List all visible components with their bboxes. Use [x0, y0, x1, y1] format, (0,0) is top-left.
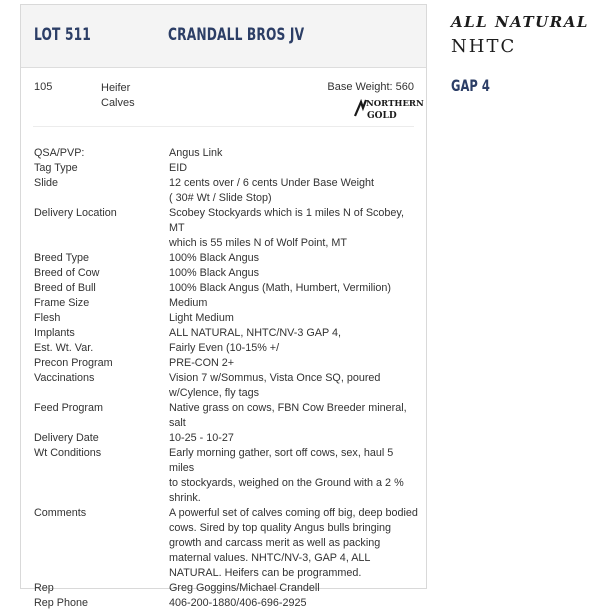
detail-value	[169, 401, 419, 431]
detail-row	[34, 371, 419, 401]
detail-value-line: 10-25 - 10-27	[169, 432, 234, 444]
detail-value-line: EID	[169, 162, 187, 174]
nhtc-heading: NHTC	[451, 36, 517, 57]
detail-value	[169, 161, 419, 176]
northern-gold-logo	[353, 96, 424, 121]
detail-row	[34, 401, 419, 431]
lot-summary	[21, 68, 426, 148]
detail-label: Flesh	[34, 312, 61, 324]
detail-label: Comments	[34, 507, 87, 519]
detail-value	[169, 341, 419, 356]
head-count: 105	[34, 81, 53, 93]
kind-line-2: Calves	[101, 97, 135, 109]
detail-value-line: 12 cents over / 6 cents Under Base Weight	[169, 177, 375, 189]
lot-header	[21, 5, 426, 68]
detail-row	[34, 581, 419, 596]
detail-row	[34, 356, 419, 371]
all-natural-heading: ALL NATURAL	[451, 13, 589, 31]
detail-value-line: NATURAL. Heifers can be programmed.	[169, 567, 362, 579]
detail-label: Precon Program	[34, 357, 113, 369]
detail-value-line: to stockyards, weighed on the Ground with a 2 %	[169, 477, 404, 489]
detail-label: QSA/PVP:	[34, 147, 85, 159]
detail-value	[169, 251, 419, 266]
logo-mark	[355, 100, 366, 116]
detail-label: Delivery Location	[34, 207, 117, 219]
detail-value	[169, 431, 419, 446]
detail-value-line: Scobey Stockyards which is 1 miles N of Scobey, MT	[169, 207, 405, 234]
detail-value	[169, 146, 419, 161]
detail-row	[34, 296, 419, 311]
detail-value	[169, 206, 419, 251]
detail-value	[169, 356, 419, 371]
detail-label: Est. Wt. Var.	[34, 342, 94, 354]
detail-value-line: cows. Sired by top quality Angus bulls bringing	[169, 522, 392, 534]
detail-row	[34, 281, 419, 296]
detail-value	[169, 371, 419, 401]
detail-row	[34, 431, 419, 446]
detail-value-line: shrink.	[169, 492, 201, 504]
detail-row	[34, 326, 419, 341]
detail-row	[34, 266, 419, 281]
detail-value-line: Light Medium	[169, 312, 234, 324]
detail-label: Slide	[34, 177, 59, 189]
detail-label: Wt Conditions	[34, 447, 102, 459]
detail-value-line: ( 30# Wt / Slide Stop)	[169, 192, 272, 204]
detail-label: Implants	[34, 327, 75, 339]
detail-value-line: A powerful set of calves coming off big, deep bodied	[169, 507, 418, 519]
detail-value	[169, 326, 419, 341]
detail-value-line: maternal values. NHTC/NV-3, GAP 4, ALL	[169, 552, 371, 564]
base-weight: Base Weight: 560	[327, 81, 414, 93]
detail-value	[169, 446, 419, 506]
detail-label: Feed Program	[34, 402, 104, 414]
detail-value-line: which is 55 miles N of Wolf Point, MT	[169, 237, 348, 249]
detail-value	[169, 581, 419, 596]
detail-row	[34, 206, 419, 251]
detail-label: Tag Type	[34, 162, 78, 174]
detail-row	[34, 446, 419, 506]
detail-value-line: 100% Black Angus	[169, 252, 260, 264]
detail-value	[169, 596, 419, 611]
detail-value	[169, 311, 419, 326]
consignor-name: CRANDALL BROS JV	[168, 25, 305, 45]
detail-value	[169, 176, 419, 206]
detail-value-line: 406-200-1880/406-696-2925	[169, 597, 307, 609]
detail-row	[34, 176, 419, 206]
detail-label: Vaccinations	[34, 372, 95, 384]
detail-value	[169, 281, 419, 296]
detail-value-line: Fairly Even (10-15% +/	[169, 342, 280, 354]
detail-value	[169, 296, 419, 311]
detail-label: Breed of Bull	[34, 282, 96, 294]
detail-row	[34, 596, 419, 611]
detail-row	[34, 506, 419, 581]
detail-row	[34, 341, 419, 356]
lot-details	[34, 146, 419, 611]
detail-value	[169, 506, 419, 581]
logo-text-2: GOLD	[367, 111, 397, 121]
cattle-kind	[101, 81, 161, 111]
detail-value-line: Vision 7 w/Sommus, Vista Once SQ, poured	[169, 372, 381, 384]
detail-value-line: 100% Black Angus	[169, 267, 260, 279]
detail-label: Rep Phone	[34, 597, 89, 609]
detail-value-line: Medium	[169, 297, 208, 309]
detail-value-line: Angus Link	[169, 147, 223, 159]
section-divider	[33, 126, 414, 127]
detail-value-line: w/Cylence, fly tags	[169, 387, 260, 399]
detail-label: Frame Size	[34, 297, 90, 309]
detail-value-line: Greg Goggins/Michael Crandell	[169, 582, 320, 594]
detail-value-line: 100% Black Angus (Math, Humbert, Vermilion)	[169, 282, 392, 294]
detail-value-line: PRE-CON 2+	[169, 357, 235, 369]
detail-label: Delivery Date	[34, 432, 99, 444]
detail-value-line: ALL NATURAL, NHTC/NV-3 GAP 4,	[169, 327, 342, 339]
detail-row	[34, 251, 419, 266]
detail-label: Breed of Cow	[34, 267, 100, 279]
detail-row	[34, 311, 419, 326]
detail-value	[169, 266, 419, 281]
kind-line-1: Heifer	[101, 82, 131, 94]
detail-value-line: salt	[169, 417, 186, 429]
detail-value-line: growth and carcass merit as well as packing	[169, 537, 381, 549]
gap-heading: GAP 4	[451, 76, 490, 95]
detail-label: Rep	[34, 582, 54, 594]
detail-value-line: Native grass on cows, FBN Cow Breeder mineral,	[169, 402, 407, 414]
lot-number: LOT 511	[34, 25, 91, 45]
lot-card	[20, 4, 427, 609]
detail-label: Breed Type	[34, 252, 90, 264]
detail-row	[34, 146, 419, 161]
logo-text-1: NORTHERN	[366, 99, 424, 109]
detail-value-line: Early morning gather, sort off cows, sex, haul 5 miles	[169, 447, 394, 474]
detail-row	[34, 161, 419, 176]
